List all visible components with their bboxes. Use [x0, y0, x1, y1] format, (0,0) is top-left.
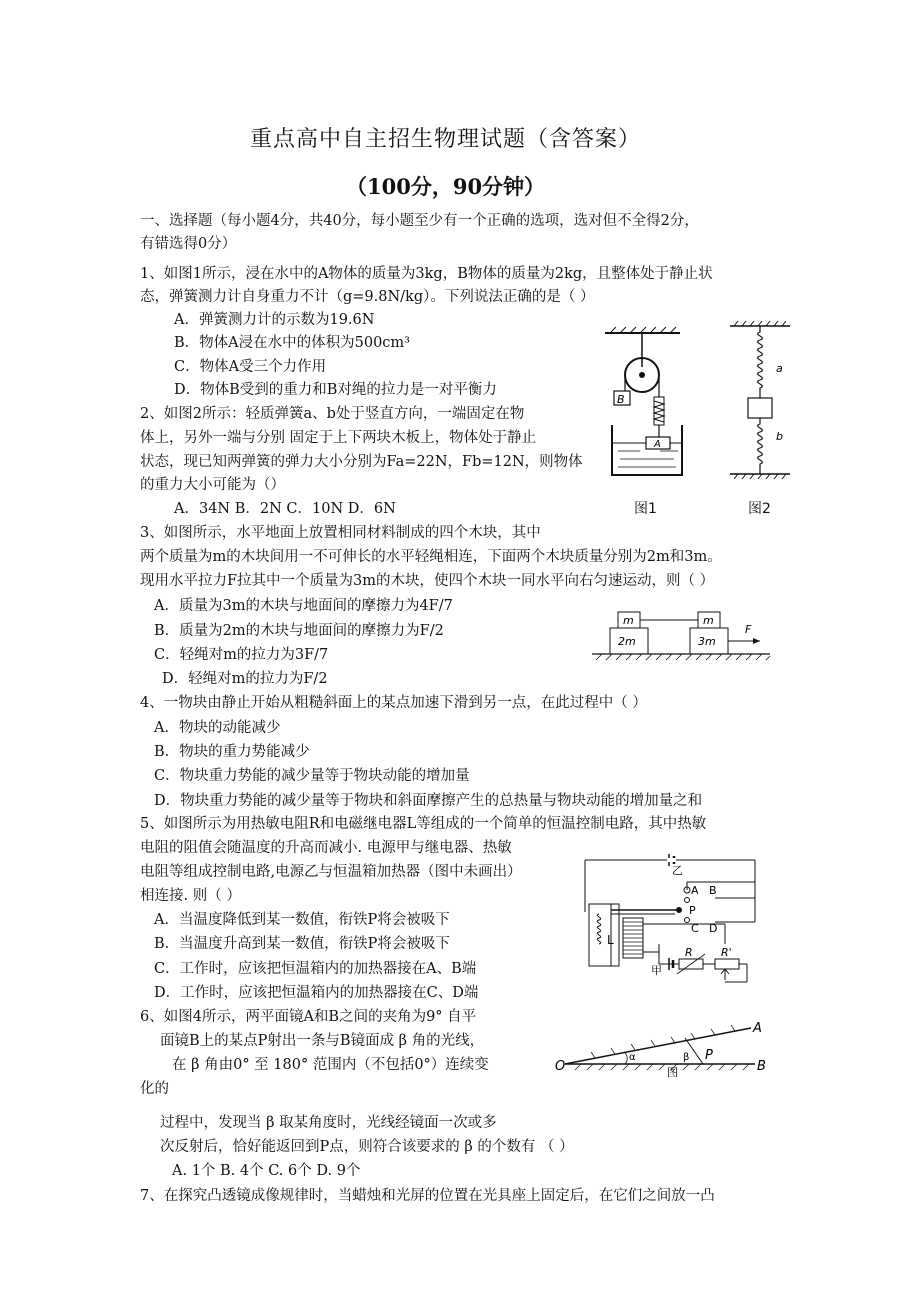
page-title: 重点高中自主招生物理试题（含答案）: [250, 127, 642, 152]
fig4-label-b: B: [757, 1059, 766, 1074]
fig5-label-yi: 乙: [672, 864, 683, 877]
fig5-label-rprime: R': [721, 946, 732, 959]
figure-3: [590, 608, 780, 664]
figure-2: [728, 320, 793, 485]
q4-option-a: A．物块的动能减少: [154, 720, 281, 736]
q3-option-c: C．轻绳对m的拉力为3F/7: [154, 647, 329, 663]
fig3-label-m-right: m: [703, 614, 714, 627]
fig5-label-c: C: [691, 922, 699, 935]
q5-option-d: D．工作时，应该把恒温箱内的加热器接在C、D端: [154, 985, 479, 1001]
fig3-label-2m: 2m: [618, 635, 636, 648]
fig4-caption: 图: [667, 1066, 678, 1079]
q2-stem-line1: 2、如图2所示：轻质弹簧a、b处于竖直方向，一端固定在物: [140, 406, 525, 422]
q5-stem-line1: 5、如图所示为用热敏电阻R和电磁继电器L等组成的一个简单的恒温控制电路，其中热敏: [140, 816, 707, 832]
q2-stem-line3: 状态，现已知两弹簧的弹力大小分别为Fa=22N，Fb=12N，则物体: [140, 454, 583, 470]
fig3-label-3m: 3m: [698, 635, 716, 648]
fig5-label-jia: 甲: [651, 964, 662, 977]
q1-stem-line1: 1、如图1所示，浸在水中的A物体的质量为3kg，B物体的质量为2kg，且整体处于静止状: [140, 266, 713, 282]
fig1-label-b: B: [617, 393, 625, 406]
fig2-caption: 图2: [748, 501, 771, 517]
q1-stem-line2: 态，弹簧测力计自身重力不计（g=9.8N/kg）。下列说法正确的是（ ）: [140, 289, 595, 305]
fig5-label-a: A: [691, 884, 699, 897]
fig3-label-m-left: m: [623, 614, 634, 627]
q6-options: A. 1个 B. 4个 C. 6个 D. 9个: [172, 1163, 361, 1179]
fig2-label-b: b: [776, 430, 783, 443]
fig5-label-l: L: [607, 933, 614, 947]
page-subtitle: （100分，90分钟）: [346, 174, 546, 199]
q5-option-b: B．当温度升高到某一数值，衔铁P将会被吸下: [154, 936, 450, 952]
q5-option-c: C．工作时，应该把恒温箱内的加热器接在A、B端: [154, 961, 477, 977]
figure-4-mirrors: [555, 1018, 775, 1078]
q3-option-d: D．轻绳对m的拉力为F/2: [162, 671, 328, 687]
q6-stem-line5: 过程中，发现当 β 取某角度时，光线经镜面一次或多: [160, 1115, 497, 1131]
q6-stem-line2: 面镜B上的某点P射出一条与B镜面成 β 角的光线，: [160, 1033, 485, 1049]
q4-option-b: B．物块的重力势能减少: [154, 744, 310, 760]
q5-stem-line2: 电阻的阻值会随温度的升高而减小. 电源甲与继电器、热敏: [140, 840, 512, 856]
q2-stem-line2: 体上，另外一端与分别 固定于上下两块木板上，物体处于静止: [140, 430, 537, 446]
fig3-label-force: F: [745, 623, 752, 636]
q3-stem-line2: 两个质量为m的木块间用一不可伸长的水平轻绳相连，下面两个木块质量分别为2m和3m。: [140, 549, 722, 565]
fig2-block: [748, 398, 772, 418]
q7-stem-line1: 7、在探究凸透镜成像规律时，当蜡烛和光屏的位置在光具座上固定后，在它们之间放一凸: [140, 1188, 715, 1204]
fig4-label-o: O: [555, 1059, 566, 1074]
section-heading-line2: 有错选得0分）: [140, 236, 237, 252]
q6-stem-line4: 化的: [140, 1081, 169, 1097]
q5-stem-line4: 相连接. 则（ ）: [140, 888, 241, 904]
q3-option-a: A．质量为3m的木块与地面间的摩擦力为4F/7: [154, 598, 453, 614]
fig1-label-a: A: [654, 439, 661, 450]
fig5-label-b: B: [709, 884, 717, 897]
q3-stem-line3: 现用水平拉力F拉其中一个质量为3m的木块，使四个木块一同水平向右匀速运动，则（ ）: [140, 573, 715, 589]
q1-option-b: B．物体A浸在水中的体积为500cm³: [174, 335, 410, 351]
fig4-label-p: P: [705, 1048, 713, 1063]
q2-stem-line4: 的重力大小可能为（）: [140, 477, 285, 493]
fig4-label-alpha: α: [629, 1052, 636, 1063]
q4-stem: 4、一物块由静止开始从粗糙斜面上的某点加速下滑到另一点，在此过程中（ ）: [140, 695, 647, 711]
q5-option-a: A．当温度降低到某一数值，衔铁P将会被吸下: [154, 912, 450, 928]
q4-option-d: D．物块重力势能的减少量等于物块和斜面摩擦产生的总热量与物块动能的增加量之和: [154, 793, 703, 809]
fig5-label-d: D: [709, 922, 718, 935]
q1-option-a: A．弹簧测力计的示数为19.6N: [174, 312, 375, 328]
figure-5-circuit: [575, 852, 770, 990]
q6-stem-line1: 6、如图4所示，两平面镜A和B之间的夹角为9° 自平: [140, 1009, 477, 1025]
q3-stem-line1: 3、如图所示，水平地面上放置相同材料制成的四个木块，其中: [140, 525, 541, 541]
fig5-label-p: P: [689, 904, 696, 917]
fig5-label-r: R: [685, 946, 693, 959]
q5-stem-line3: 电阻等组成控制电路,电源乙与恒温箱加热器（图中未画出）: [140, 864, 522, 880]
q6-stem-line6: 次反射后，恰好能返回到P点，则符合该要求的 β 的个数有 （ ）: [160, 1139, 574, 1155]
q1-option-d: D．物体B受到的重力和B对绳的拉力是一对平衡力: [174, 382, 497, 398]
fig2-label-a: a: [776, 362, 783, 375]
q6-stem-line3: 在 β 角由0° 至 180° 范围内（不包括0°）连续变: [172, 1057, 489, 1073]
fig4-label-beta: β: [683, 1052, 690, 1063]
section-heading-line1: 一、选择题（每小题4分，共40分，每小题至少有一个正确的选项，选对但不全得2分，: [140, 213, 699, 229]
q4-option-c: C．物块重力势能的减少量等于物块动能的增加量: [154, 768, 470, 784]
q1-option-c: C．物体A受三个力作用: [174, 359, 327, 375]
fig1-caption: 图1: [634, 501, 657, 517]
q3-option-b: B．质量为2m的木块与地面间的摩擦力为F/2: [154, 623, 444, 639]
fig4-label-a: A: [753, 1021, 762, 1036]
q2-options: A．34N B．2N C．10N D．6N: [174, 501, 396, 517]
figure-1: [600, 325, 695, 485]
